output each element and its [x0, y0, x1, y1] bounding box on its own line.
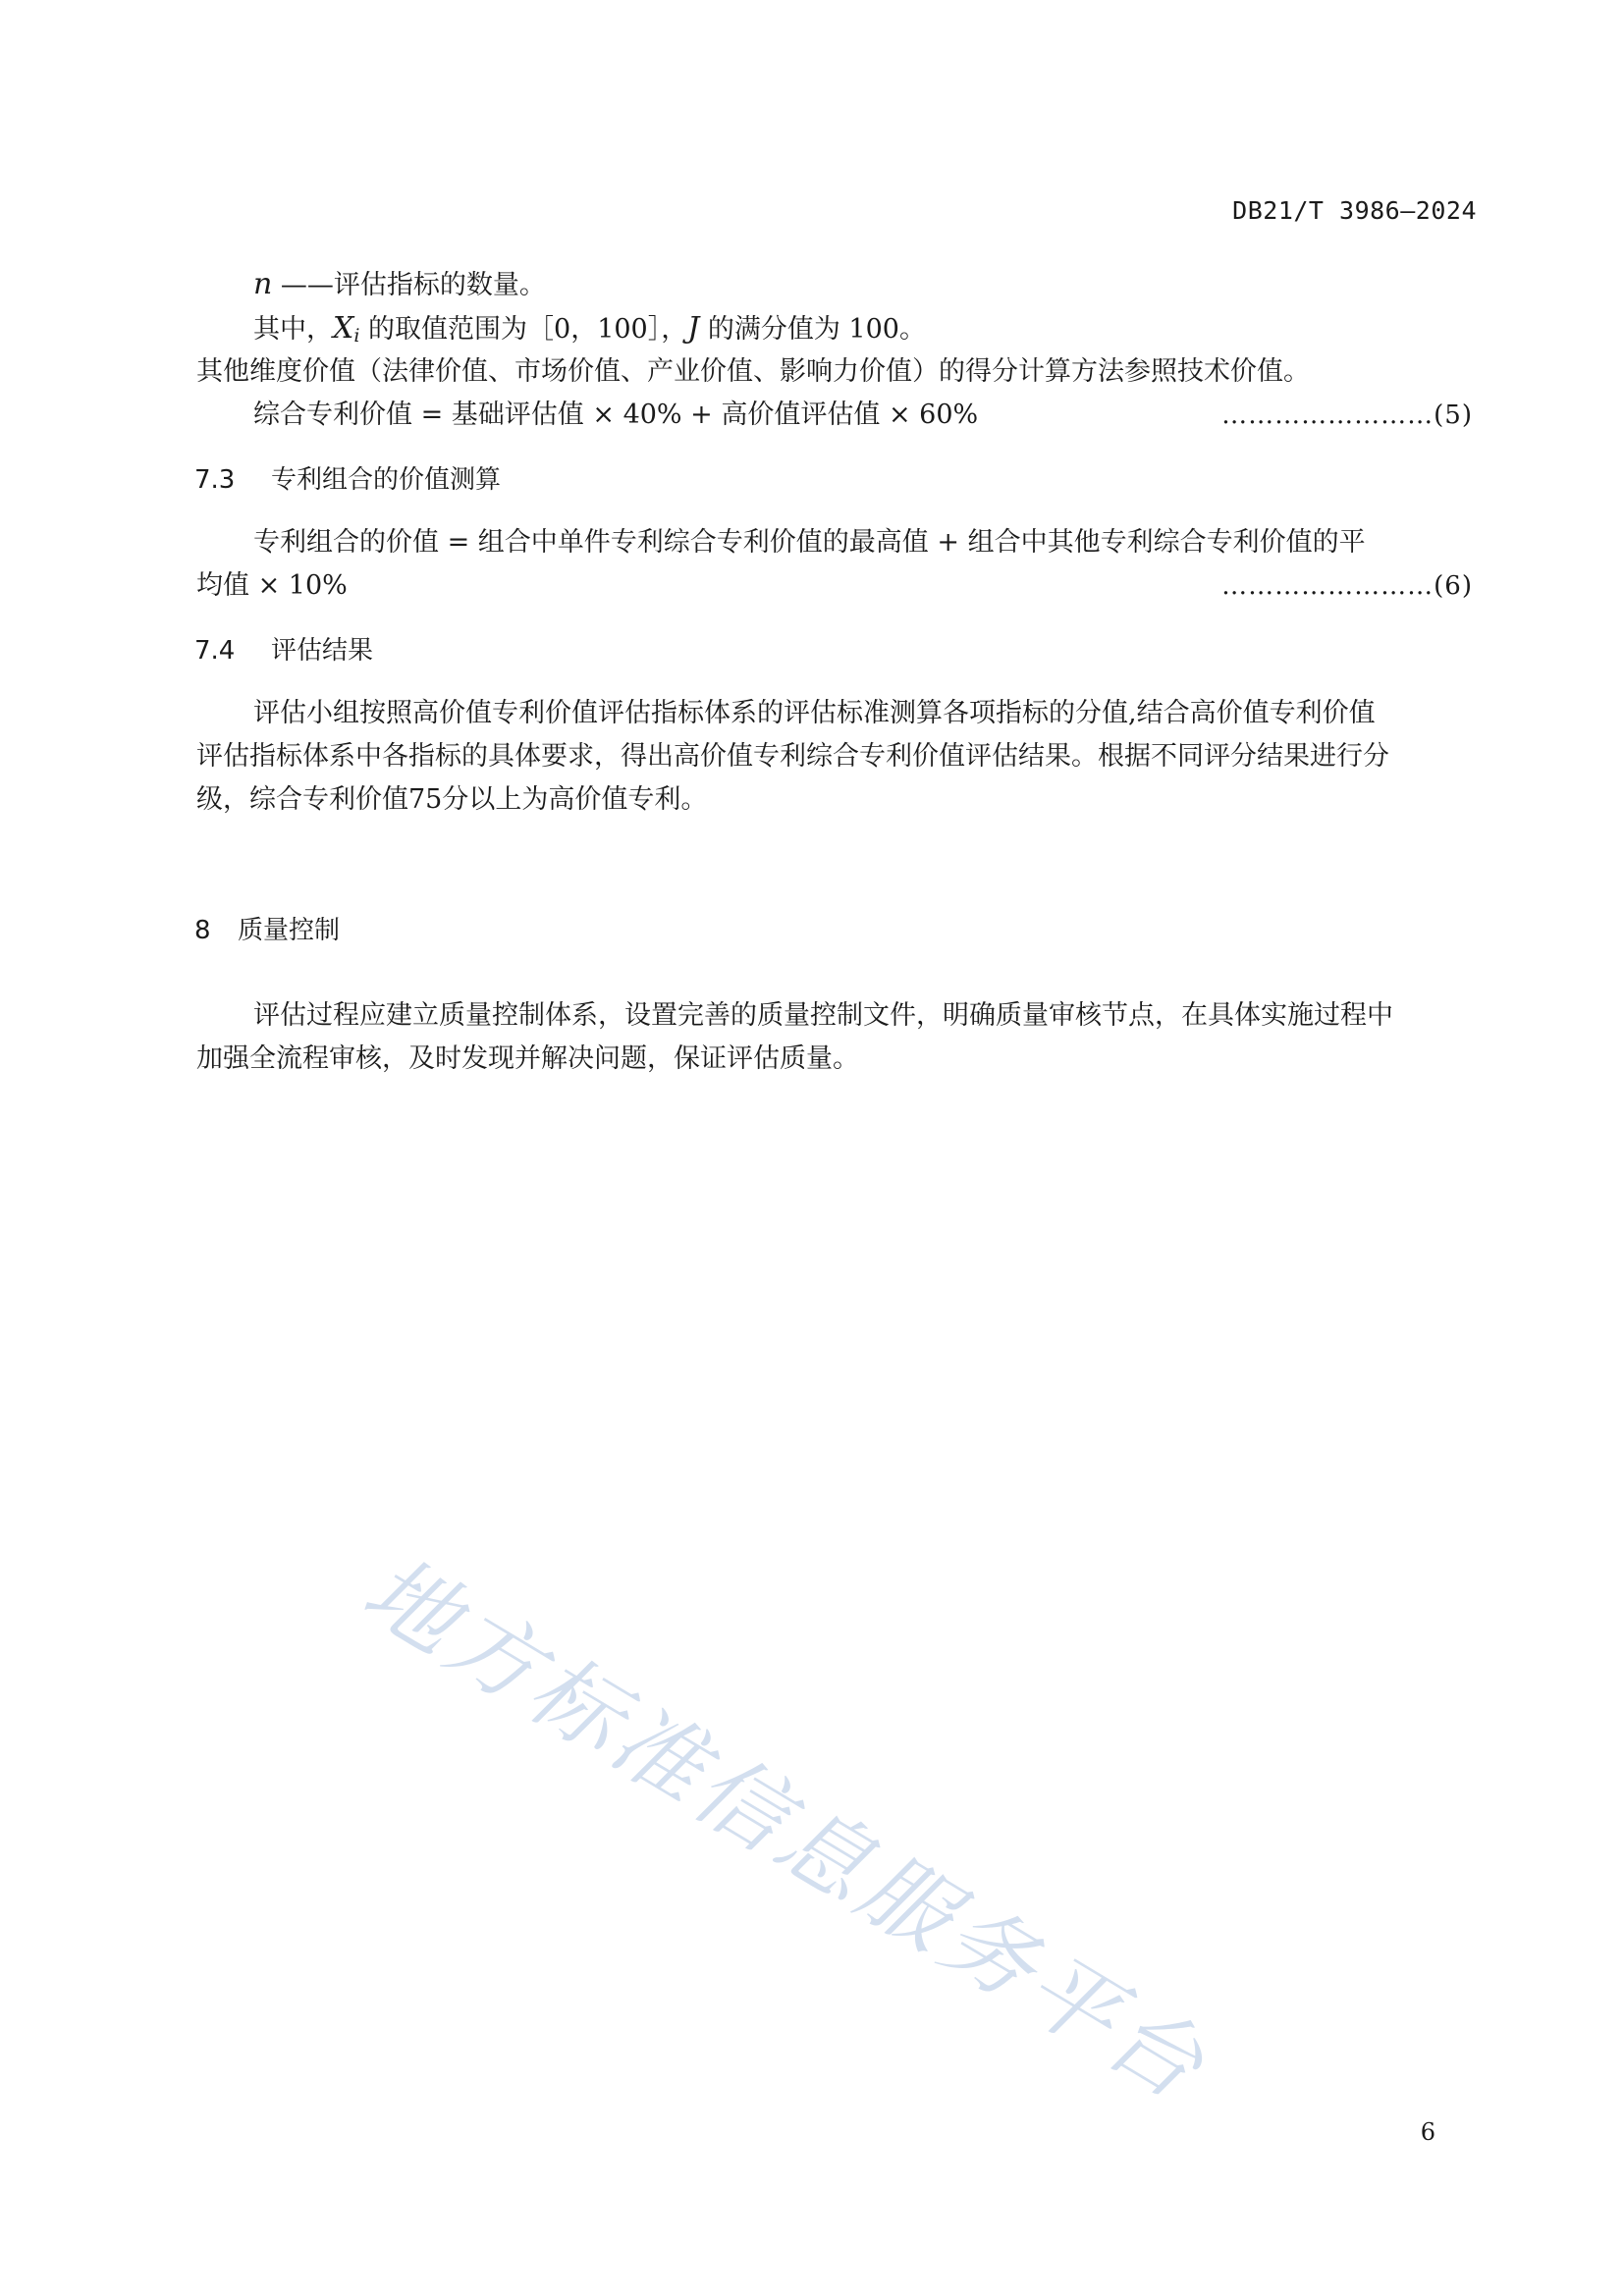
section-8-line-2: 加强全流程审核，及时发现并解决问题，保证评估质量。	[196, 1043, 859, 1074]
range-suffix: 的满分值为 100。	[699, 314, 926, 345]
section-7-3-line-2: 均值 × 10%	[196, 570, 348, 601]
section-7-4-heading	[194, 631, 373, 670]
range-prefix: 其中，	[253, 314, 333, 345]
section-7-3-heading	[194, 460, 501, 500]
section-7-4-line-3: 级，综合专利价值75分以上为高价值专利。	[196, 784, 708, 815]
standard-code: DB21/T 3986—2024	[1232, 196, 1477, 225]
section-7-4-line-1: 评估小组按照高价值专利价值评估指标体系的评估标准测算各项指标的分值,结合高价值专利价值	[253, 698, 1376, 728]
xi-letter: X	[333, 311, 354, 346]
section-7-3-line-1: 专利组合的价值 = 组合中单件专利综合专利价值的最高值 + 组合中其他专利综合专利价值的平	[253, 527, 1366, 558]
range-middle: 的取值范围为［0，100］，	[359, 314, 688, 345]
watermark: 地方标准信息服务平台	[346, 1536, 1225, 2122]
section-title: 专利组合的价值测算	[271, 465, 502, 495]
formula-6-ref: ……………………(6)	[1221, 571, 1473, 601]
xi-symbol	[333, 311, 359, 346]
section-title: 质量控制	[238, 916, 341, 945]
formula-5: 综合专利价值 = 基础评估值 × 40% + 高价值评估值 × 60%	[253, 400, 979, 430]
section-8-heading	[194, 911, 340, 950]
page-number: 6	[1420, 2118, 1435, 2146]
section-7-4-line-2: 评估指标体系中各指标的具体要求，得出高价值专利综合专利价值评估结果。根据不同评分结果进行分	[196, 741, 1389, 772]
xi-subscript: i	[353, 325, 360, 347]
j-symbol: J	[687, 311, 700, 346]
range-sentence	[253, 309, 926, 355]
section-number: 7.3	[194, 465, 236, 495]
n-definition	[253, 265, 546, 305]
n-symbol: n	[253, 267, 273, 301]
other-dimensions-note: 其他维度价值（法律价值、市场价值、产业价值、影响力价值）的得分计算方法参照技术价值。	[196, 356, 1310, 387]
section-number: 7.4	[194, 636, 236, 666]
formula-5-ref: ……………………(5)	[1221, 400, 1473, 430]
section-number: 8	[194, 916, 211, 945]
n-description: ——评估指标的数量。	[280, 270, 546, 300]
section-title: 评估结果	[271, 636, 374, 666]
section-8-line-1: 评估过程应建立质量控制体系，设置完善的质量控制文件，明确质量审核节点，在具体实施过程中	[253, 1000, 1393, 1031]
